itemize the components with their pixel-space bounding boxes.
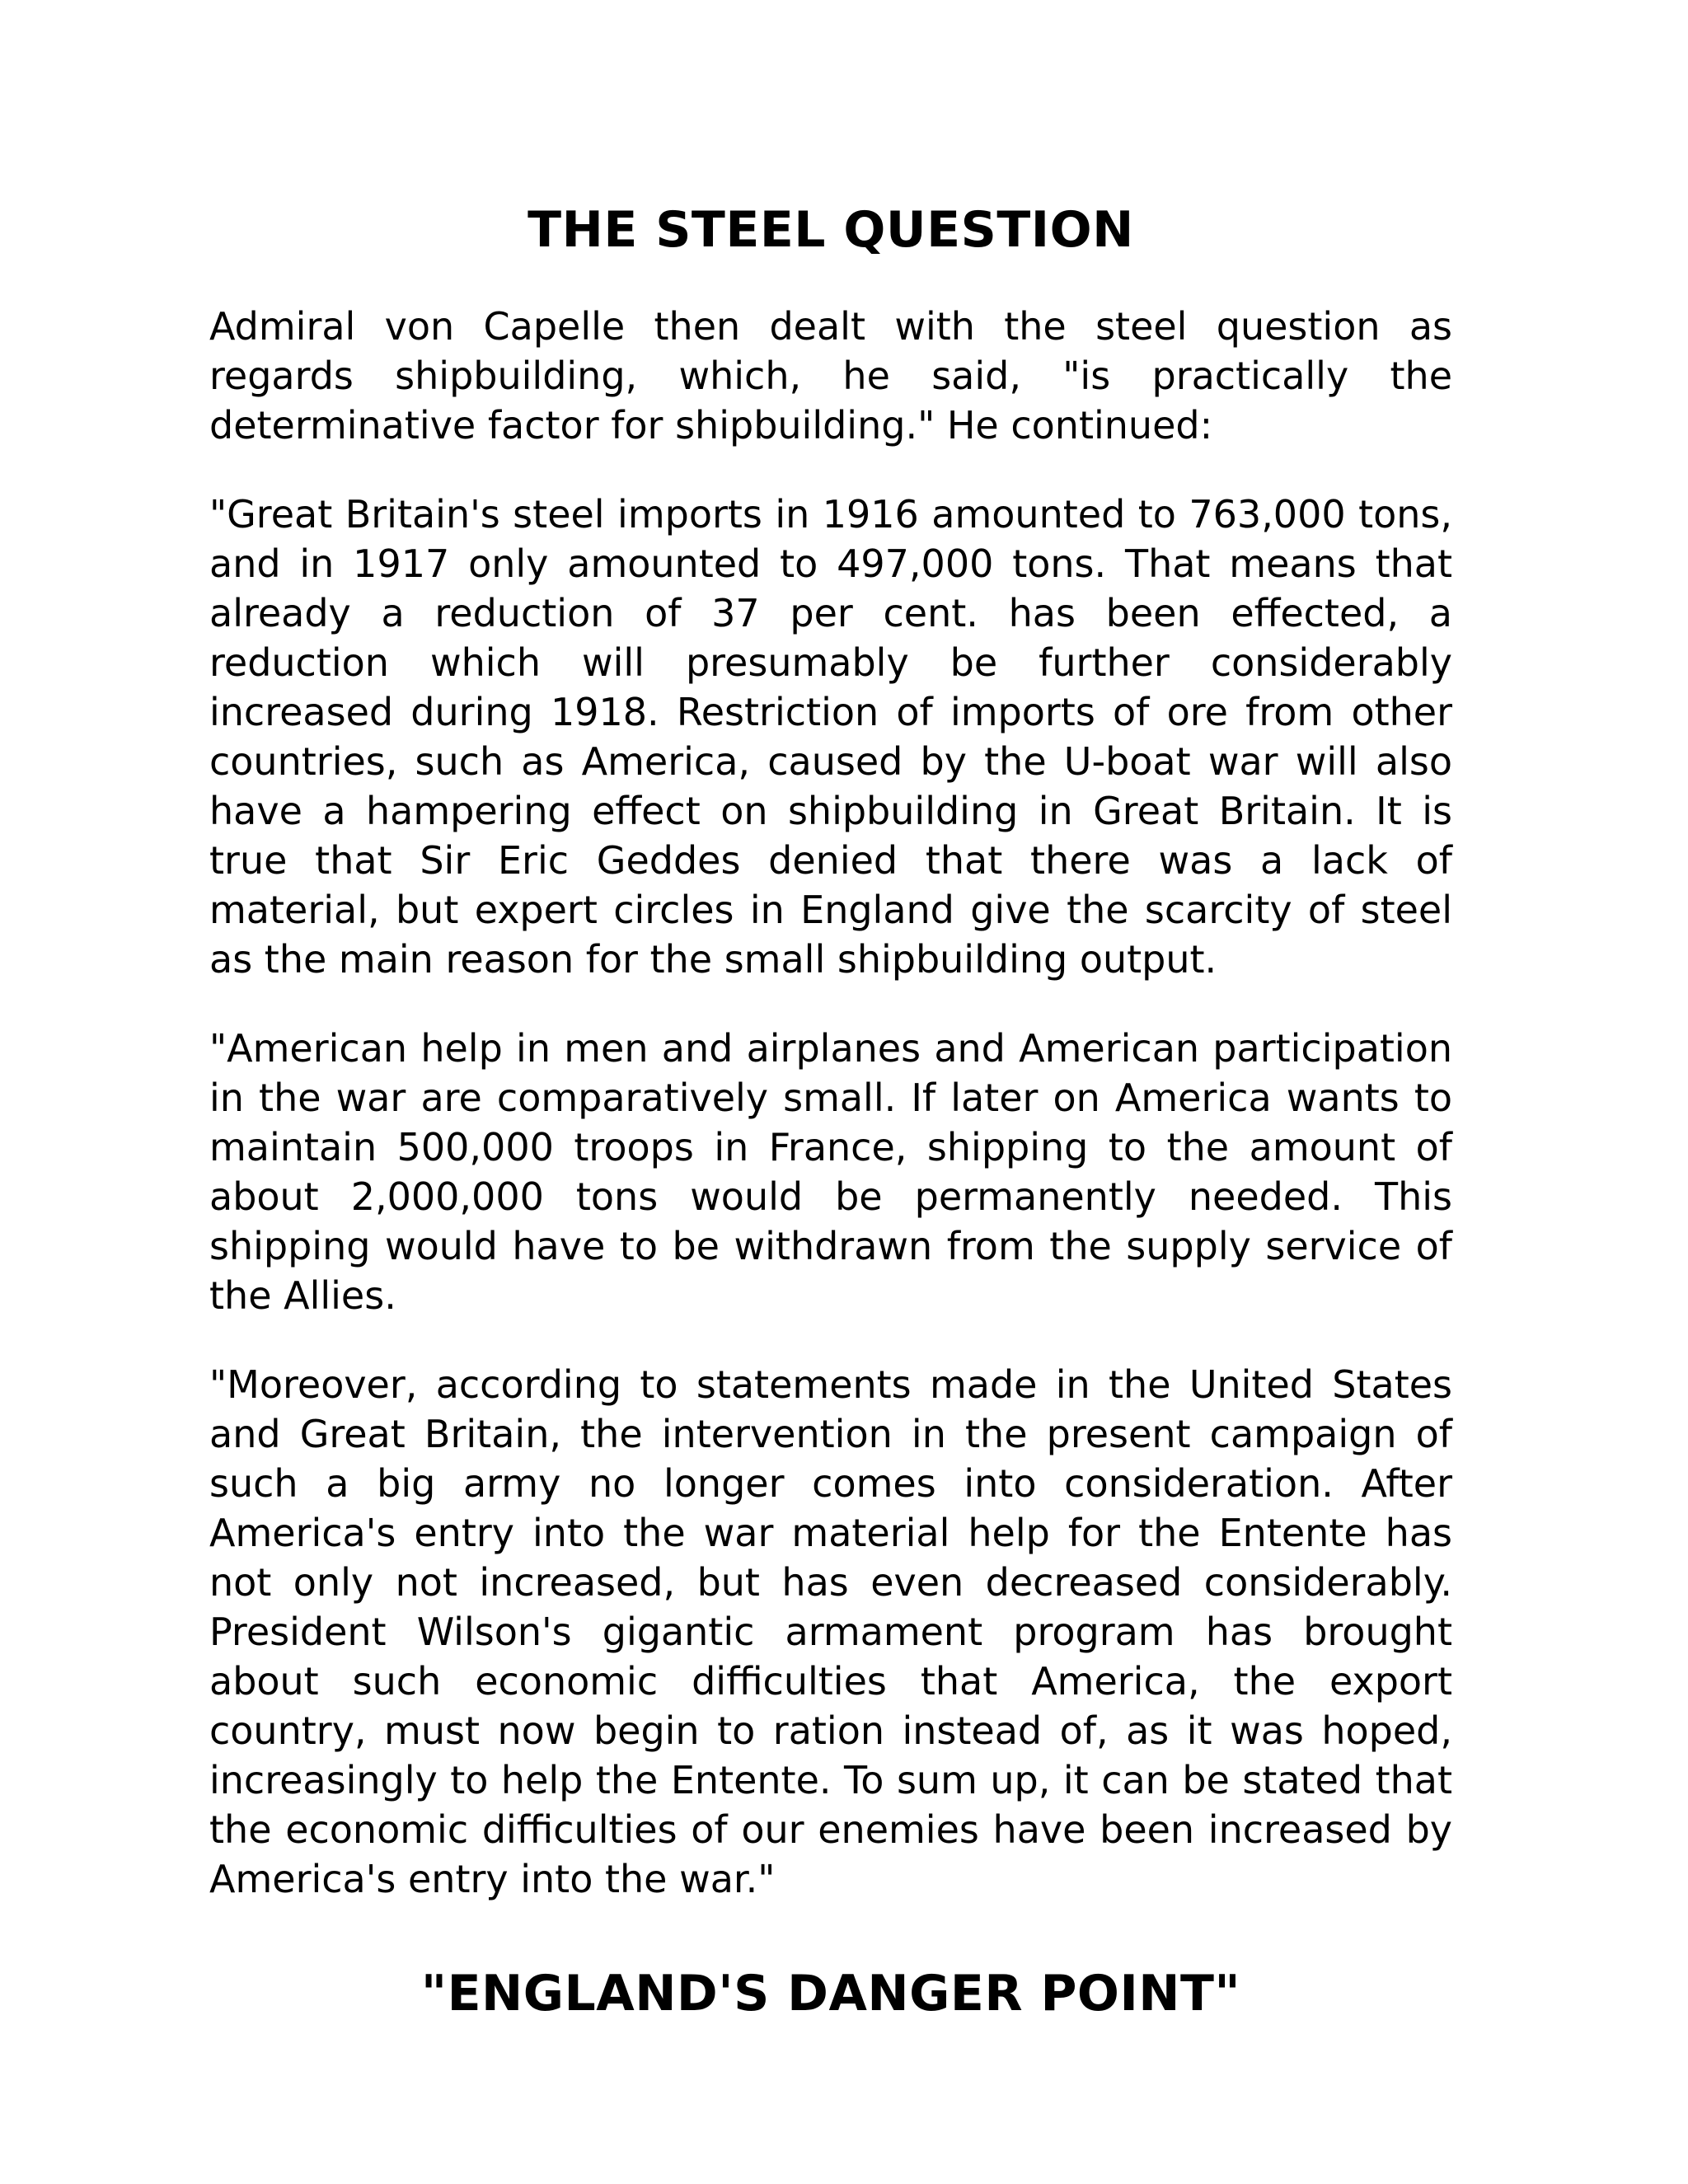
paragraph-intro: Admiral von Capelle then dealt with the steel question as regards shipbuilding, which, he said, "is practically the determinative factor for shipbuilding." He continued:	[209, 304, 1452, 448]
document-page	[209, 198, 1452, 2026]
section-title-steel-question: THE STEEL QUESTION	[528, 201, 1134, 259]
paragraph-american-help: "American help in men and airplanes and American participation in the war are comparatively small. If later on America wants to maintain 500,000 troops in France, shipping to the amount of about 2,000,000 tons would be permanently needed. This shipping would have to be withdrawn from the supply service of the Allies.	[209, 1026, 1452, 1318]
paragraph-steel-imports: "Great Britain's steel imports in 1916 amounted to 763,000 tons, and in 1917 only amounted to 497,000 tons. That means that already a reduction of 37 per cent. has been effected, a reduction which will presumably be further considerably increased during 1918. Restriction of imports of ore from other countries, such as America, caused by the U-boat war will also have a hampering effect on shipbuilding in Great Britain. It is true that Sir Eric Geddes denied that there was a lack of material, but expert circles in England give the scarcity of steel as the main reason for the small shipbuilding output.	[209, 492, 1452, 982]
paragraph-moreover: "Moreover, according to statements made in the United States and Great Britain, the intervention in the present campaign of such a big army no longer comes into consideration. After America's entry into the war material help for the Entente has not only not increased, but has even decreased considerably. President Wilson's gigantic armament program has brought about such economic difficulties that America, the export country, must now begin to ration instead of, as it was hoped, increasingly to help the Entente. To sum up, it can be stated that the economic difficulties of our enemies have been increased by America's entry into the war."	[209, 1362, 1452, 1901]
section-title-englands-danger-point: "ENGLAND'S DANGER POINT"	[420, 1965, 1241, 2022]
